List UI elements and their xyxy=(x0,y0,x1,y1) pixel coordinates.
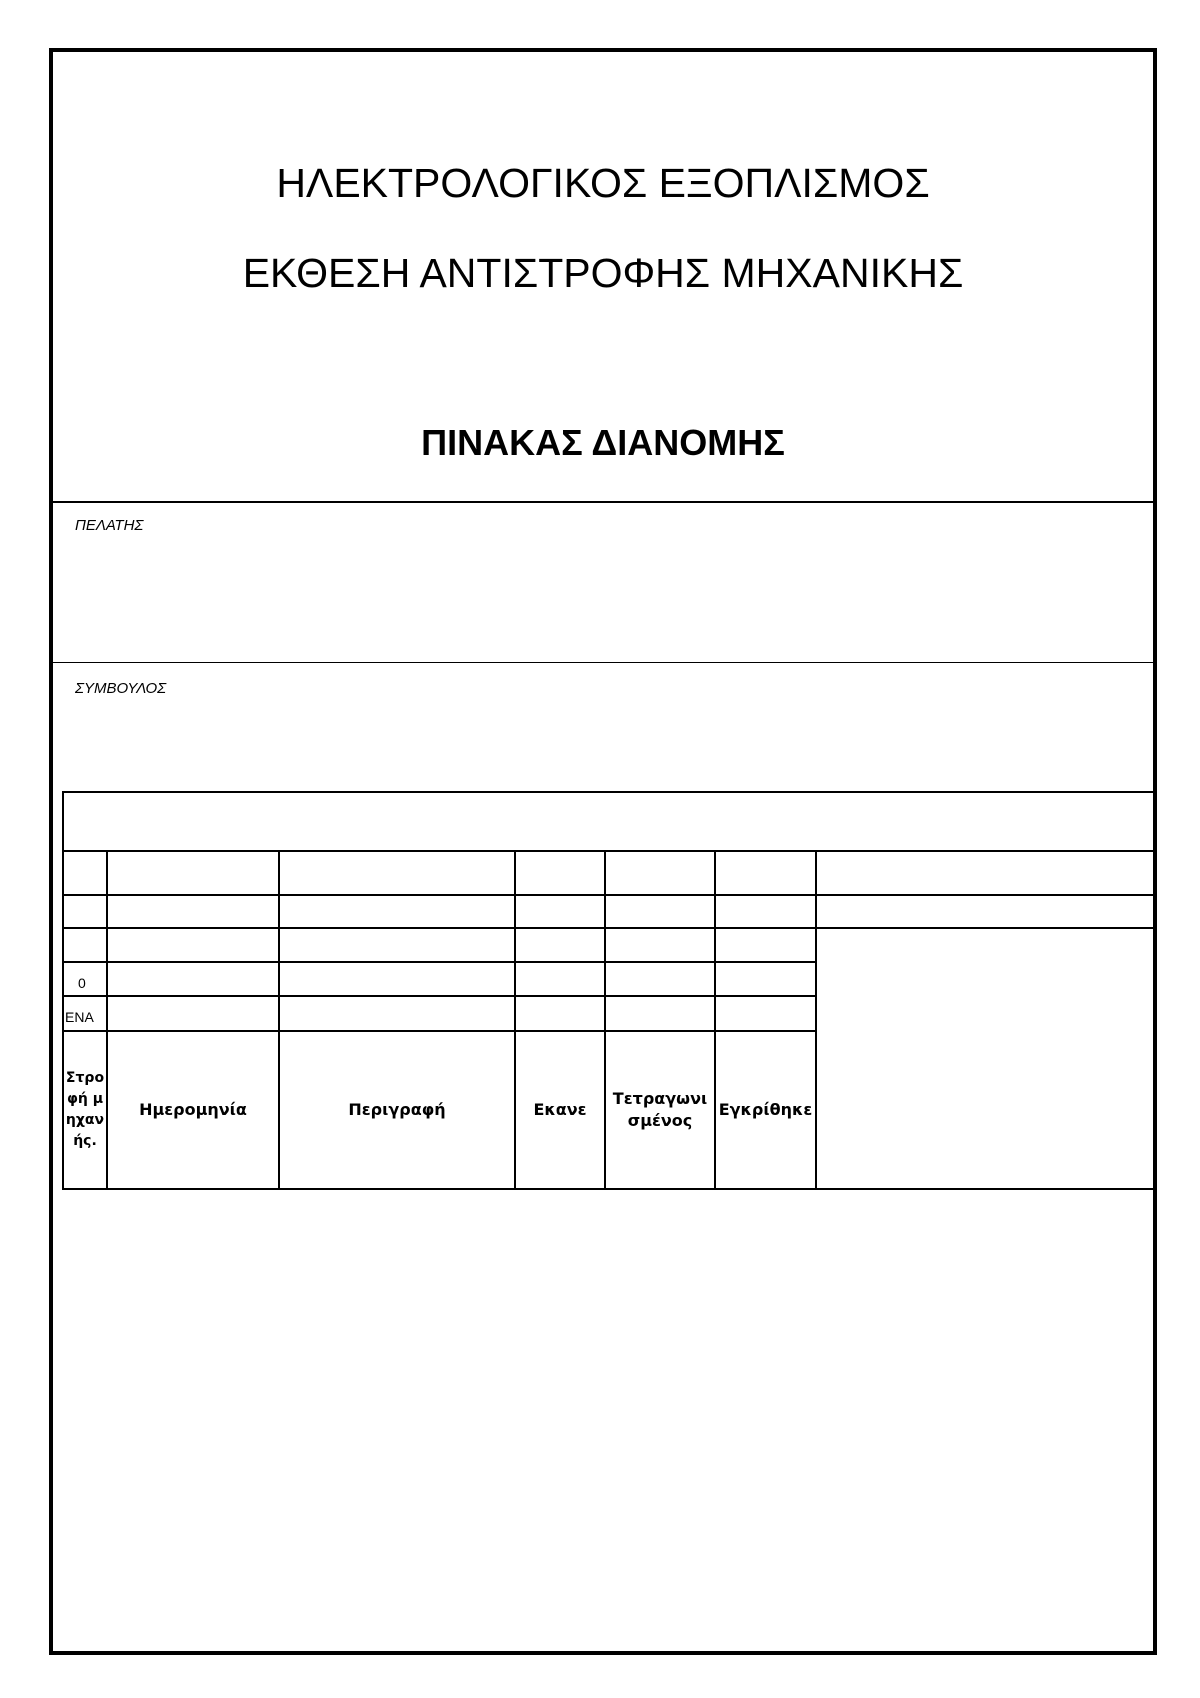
title-line-2: ΕΚΘΕΣΗ ΑΝΤΙΣΤΡΟΦΗΣ ΜΗΧΑΝΙΚΗΣ xyxy=(242,250,964,296)
header-date: Ημερομηνία xyxy=(139,1100,247,1119)
title-line-3: ΠΙΝΑΚΑΣ ΔΙΑΝΟΜΗΣ xyxy=(421,422,785,463)
header-revision: Στροφή μηχανής. xyxy=(65,1070,105,1149)
header-checked: Τετραγωνισμένος xyxy=(612,1089,708,1130)
divider-top xyxy=(53,501,1153,503)
header-made-by: Εκανε xyxy=(533,1100,587,1119)
revision-table xyxy=(62,791,1155,1190)
header-description: Περιγραφή xyxy=(348,1100,446,1119)
row-line xyxy=(64,995,817,997)
consultant-label: ΣΥΜΒΟΥΛΟΣ xyxy=(75,680,167,697)
revision-table-top-band xyxy=(64,793,1153,852)
row-line xyxy=(64,894,1153,896)
row-value-2: ΕΝΑ xyxy=(65,1009,94,1025)
row-line xyxy=(64,961,817,963)
title-line-1: ΗΛΕΚΤΡΟΛΟΓΙΚΟΣ ΕΞΟΠΛΙΣΜΟΣ xyxy=(276,160,930,206)
divider-middle xyxy=(53,662,1153,663)
row-value-1: 0 xyxy=(78,975,86,991)
client-label: ΠΕΛΑΤΗΣ xyxy=(75,517,144,534)
header-approved: Εγκρίθηκε xyxy=(718,1100,813,1119)
page-frame xyxy=(49,48,1157,1655)
column-line xyxy=(815,850,817,1188)
row-line xyxy=(64,927,1153,929)
